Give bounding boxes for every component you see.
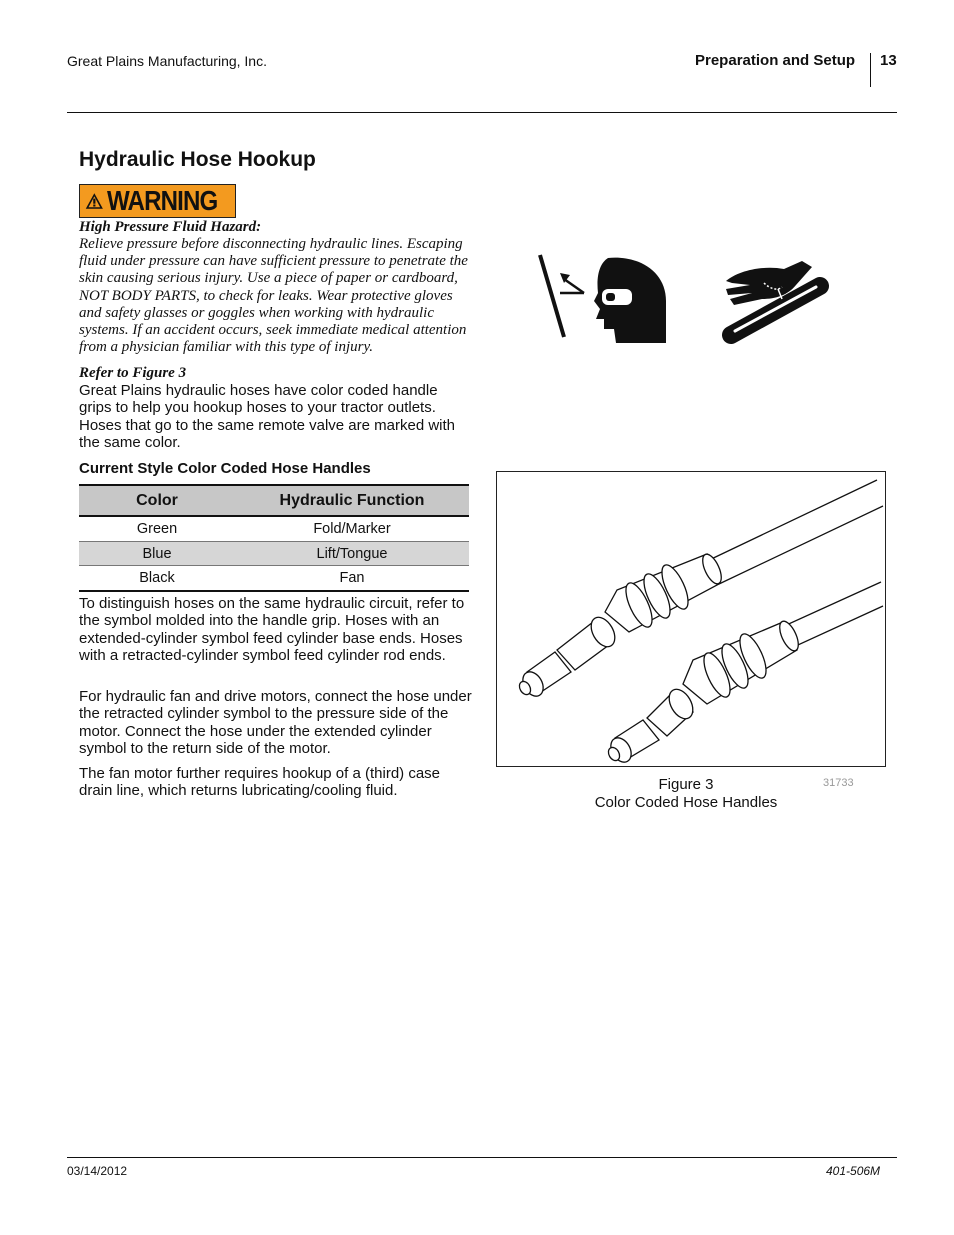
footer-date: 03/14/2012: [67, 1164, 128, 1178]
paragraph-case-drain: The fan motor further requires hookup of a (third) case drain line, which returns lubricating/cooling fluid.: [79, 765, 441, 800]
hazard-body: Relieve pressure before disconnecting hydraulic lines. Escaping fluid under pressure can have sufficient pressure to penetrate the skin causing serious injury. Use a piece of paper or cardboard, NOT BODY PARTS, to check for leaks. Wear protective gloves and safety glasses or goggles when working with hydraulic systems. If an accident occurs, seek immediate medical attention from a physician familiar with this type of injury.: [79, 236, 468, 356]
injection-hazard-icon: [726, 261, 820, 335]
paragraph-motors: For hydraulic fan and drive motors, connect the hose under the retracted cylinder symbol to the pressure side of the motor. Connect the hose under the extended cylinder symbol to the return side of the motor.: [79, 688, 472, 757]
figure-label: Figure 3: [658, 776, 714, 793]
footer-doc-number: 401-506M: [826, 1164, 881, 1178]
paragraph-symbols: To distinguish hoses on the same hydraulic circuit, refer to the symbol molded into the handle grip. Hoses with an extended-cylinder symbol feed cylinder base ends. Hoses with a retracted-cylinder symbol feed cylinder rod ends.: [79, 595, 465, 664]
page-number: 13: [880, 52, 897, 69]
table-cell-function: Lift/Tongue: [316, 545, 388, 562]
intro-paragraph: Great Plains hydraulic hoses have color coded handle grips to help you hookup hoses to your tractor outlets. Hoses that go to the same remote valve are marked with the same color.: [79, 382, 456, 451]
table-cell-function: Fold/Marker: [313, 521, 391, 537]
figure-3-box: [496, 471, 886, 767]
header-section-title: Preparation and Setup: [695, 52, 856, 69]
footer-rule: [67, 1157, 897, 1158]
hose-color-table: [79, 484, 469, 592]
page-title: Hydraulic Hose Hookup: [79, 148, 316, 171]
table-header-function: Hydraulic Function: [279, 491, 425, 509]
warning-label: WARNING: [106, 185, 218, 216]
header-company: Great Plains Manufacturing, Inc.: [67, 53, 267, 69]
table-cell-color: Green: [136, 521, 178, 537]
header-divider: [870, 53, 871, 87]
table-cell-function: Fan: [339, 570, 365, 586]
hazard-title: High Pressure Fluid Hazard:: [79, 219, 262, 235]
figure-reference: Refer to Figure 3: [79, 365, 187, 381]
table-title: Current Style Color Coded Hose Handles: [79, 460, 371, 477]
table-cell-color: Black: [139, 570, 175, 586]
table-row: [79, 566, 469, 592]
table-row: [79, 541, 469, 566]
table-row: [79, 517, 469, 541]
figure-code: 31733: [823, 777, 854, 789]
table-header: [79, 484, 469, 517]
header-rule: [67, 112, 897, 113]
figure-title: Color Coded Hose Handles: [594, 794, 778, 811]
table-header-color: Color: [136, 491, 178, 509]
warning-badge: [79, 184, 236, 218]
warning-triangle-icon: [85, 190, 104, 212]
table-cell-color: Blue: [142, 545, 172, 562]
safety-pictograms: [538, 253, 838, 348]
hose-handle-lower-icon: [606, 619, 802, 766]
figure-caption: [591, 776, 781, 812]
hose-handles-illustration: [497, 472, 885, 766]
eye-protection-icon: [540, 255, 666, 343]
